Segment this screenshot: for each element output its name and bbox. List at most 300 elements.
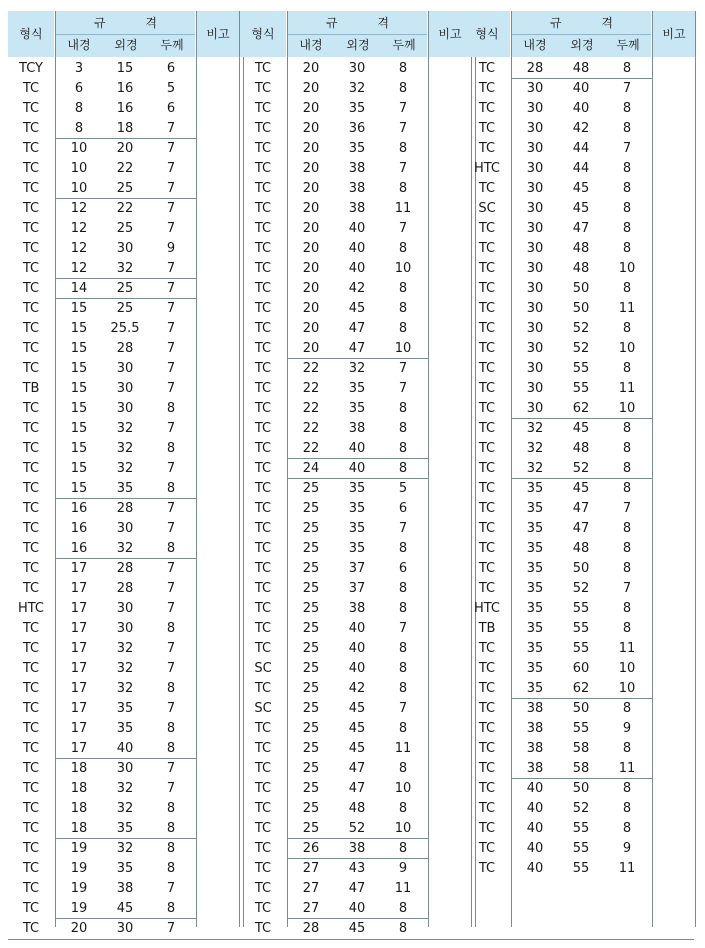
row-inner-diameter: 12 [70,201,88,216]
row-type: TC [478,561,496,576]
row-outer-diameter: 30 [116,921,134,936]
row-outer-diameter: 22 [116,161,134,176]
row-thickness: 10 [618,661,636,676]
row-type: TC [254,141,272,156]
row-inner-diameter: 32 [526,421,544,436]
row-outer-diameter: 36 [348,121,366,136]
group-divider [56,918,196,919]
column-rule [428,11,429,927]
row-thickness: 8 [398,801,408,816]
row-type: TC [478,481,496,496]
row-thickness: 7 [166,661,176,676]
row-inner-diameter: 16 [70,501,88,516]
header-spec-divider [56,34,195,35]
row-outer-diameter: 22 [116,201,134,216]
row-type: TC [478,861,496,876]
header-note-cell [653,11,695,57]
row-inner-diameter: 6 [74,81,84,96]
row-outer-diameter: 25 [116,301,134,316]
row-outer-diameter: 25.5 [110,321,140,336]
row-thickness: 8 [622,521,632,536]
row-inner-diameter: 27 [302,901,320,916]
row-thickness: 8 [622,281,632,296]
row-inner-diameter: 38 [526,701,544,716]
row-outer-diameter: 28 [116,501,134,516]
row-outer-diameter: 47 [348,881,366,896]
row-thickness: 10 [618,401,636,416]
row-thickness: 8 [398,441,408,456]
row-type: TC [478,741,496,756]
row-thickness: 8 [398,641,408,656]
row-type: TC [478,261,496,276]
row-outer-diameter: 52 [572,461,590,476]
row-inner-diameter: 35 [526,481,544,496]
row-type: TC [22,841,40,856]
row-inner-diameter: 40 [526,801,544,816]
header-outer-label: 외경 [346,38,370,52]
row-thickness: 8 [398,61,408,76]
row-outer-diameter: 40 [348,441,366,456]
row-type: TC [254,541,272,556]
row-type: TC [254,581,272,596]
row-thickness: 7 [166,181,176,196]
row-inner-diameter: 17 [70,721,88,736]
row-inner-diameter: 25 [302,541,320,556]
row-outer-diameter: 35 [116,481,134,496]
row-outer-diameter: 44 [572,141,590,156]
group-divider [288,458,428,459]
row-outer-diameter: 35 [348,101,366,116]
header-spec-cell [288,11,427,57]
row-outer-diameter: 20 [116,141,134,156]
row-type: TC [254,341,272,356]
row-inner-diameter: 17 [70,701,88,716]
row-type: TC [478,241,496,256]
row-thickness: 11 [618,861,636,876]
row-type: TC [254,821,272,836]
row-type: TC [478,401,496,416]
row-outer-diameter: 28 [116,341,134,356]
row-inner-diameter: 30 [526,121,544,136]
row-outer-diameter: 40 [572,81,590,96]
row-outer-diameter: 40 [572,101,590,116]
row-outer-diameter: 45 [348,721,366,736]
header-type-label: 형식 [251,27,275,41]
row-outer-diameter: 52 [572,801,590,816]
row-type: TC [254,201,272,216]
row-thickness: 8 [622,101,632,116]
row-thickness: 7 [166,601,176,616]
header-note-label: 비고 [206,27,230,41]
row-type: TC [254,101,272,116]
row-outer-diameter: 52 [348,821,366,836]
row-inner-diameter: 20 [302,201,320,216]
row-type: TC [22,201,40,216]
row-thickness: 7 [166,221,176,236]
row-inner-diameter: 8 [74,101,84,116]
row-type: TC [22,261,40,276]
row-type: TC [478,501,496,516]
row-thickness: 8 [622,121,632,136]
row-outer-diameter: 40 [348,221,366,236]
row-type: TC [22,101,40,116]
row-thickness: 8 [622,61,632,76]
row-outer-diameter: 30 [116,521,134,536]
row-inner-diameter: 12 [70,221,88,236]
table-block-2 [240,11,472,941]
row-outer-diameter: 47 [348,321,366,336]
row-thickness: 8 [166,681,176,696]
row-thickness: 7 [166,881,176,896]
row-inner-diameter: 16 [70,541,88,556]
row-inner-diameter: 20 [302,281,320,296]
column-rule [196,11,197,927]
row-thickness: 8 [398,921,408,936]
row-thickness: 7 [398,361,408,376]
row-outer-diameter: 30 [348,61,366,76]
row-thickness: 7 [166,201,176,216]
row-outer-diameter: 55 [572,381,590,396]
spec-table-page [8,11,694,941]
row-thickness: 8 [398,841,408,856]
row-type: TC [478,281,496,296]
row-thickness: 8 [622,361,632,376]
group-divider [512,418,652,419]
row-type: TB [22,381,40,396]
row-outer-diameter: 32 [116,421,134,436]
row-thickness: 6 [398,501,408,516]
row-thickness: 8 [622,741,632,756]
row-type: TC [254,121,272,136]
row-outer-diameter: 16 [116,101,134,116]
row-type: TC [478,521,496,536]
row-outer-diameter: 55 [572,821,590,836]
row-outer-diameter: 55 [572,361,590,376]
row-type: TC [254,761,272,776]
row-type: TC [254,241,272,256]
row-outer-diameter: 35 [348,381,366,396]
row-type: TC [254,841,272,856]
row-inner-diameter: 15 [70,381,88,396]
row-outer-diameter: 38 [348,841,366,856]
row-outer-diameter: 32 [116,781,134,796]
row-thickness: 10 [618,261,636,276]
row-type: TC [22,461,40,476]
row-thickness: 8 [398,241,408,256]
row-outer-diameter: 62 [572,681,590,696]
row-outer-diameter: 30 [116,601,134,616]
row-inner-diameter: 17 [70,601,88,616]
row-inner-diameter: 25 [302,621,320,636]
row-thickness: 8 [622,461,632,476]
row-outer-diameter: 32 [348,81,366,96]
row-inner-diameter: 15 [70,441,88,456]
row-outer-diameter: 32 [116,261,134,276]
row-outer-diameter: 45 [348,741,366,756]
group-divider [512,478,652,479]
row-inner-diameter: 30 [526,201,544,216]
row-inner-diameter: 25 [302,761,320,776]
row-type: TC [22,141,40,156]
row-thickness: 7 [398,621,408,636]
row-thickness: 9 [622,841,632,856]
row-inner-diameter: 12 [70,241,88,256]
row-thickness: 8 [398,581,408,596]
row-type: TC [22,761,40,776]
row-inner-diameter: 20 [302,81,320,96]
row-outer-diameter: 35 [348,501,366,516]
header-outer-label: 외경 [114,38,138,52]
row-inner-diameter: 40 [526,781,544,796]
row-type: TC [478,461,496,476]
row-thickness: 8 [398,601,408,616]
row-type: TC [478,81,496,96]
row-inner-diameter: 32 [526,441,544,456]
row-type: TC [478,121,496,136]
row-outer-diameter: 47 [348,761,366,776]
row-thickness: 8 [622,481,632,496]
header-inner-label: 내경 [523,38,547,52]
header-note-label: 비고 [438,27,462,41]
column-rule [55,11,56,927]
row-type: TC [254,321,272,336]
row-outer-diameter: 50 [572,301,590,316]
row-outer-diameter: 35 [348,541,366,556]
header-spec-cell [512,11,651,57]
row-type: TC [22,221,40,236]
row-type: TC [478,581,496,596]
row-type: TC [254,561,272,576]
group-divider [288,358,428,359]
row-inner-diameter: 30 [526,361,544,376]
group-divider [512,778,652,779]
row-type: TC [22,301,40,316]
row-thickness: 8 [166,721,176,736]
row-type: TC [478,781,496,796]
row-type: TC [478,301,496,316]
row-outer-diameter: 55 [572,641,590,656]
row-outer-diameter: 45 [348,701,366,716]
row-thickness: 7 [166,921,176,936]
row-outer-diameter: 32 [116,681,134,696]
row-thickness: 7 [622,501,632,516]
row-outer-diameter: 32 [116,441,134,456]
row-type: TC [478,541,496,556]
row-outer-diameter: 47 [572,521,590,536]
row-type: TC [22,881,40,896]
row-outer-diameter: 48 [572,241,590,256]
row-inner-diameter: 24 [302,461,320,476]
row-thickness: 8 [166,441,176,456]
row-inner-diameter: 10 [70,161,88,176]
row-outer-diameter: 32 [116,661,134,676]
header-spec-label: 규 격 [94,16,175,30]
row-type: TC [22,501,40,516]
row-inner-diameter: 35 [526,581,544,596]
row-outer-diameter: 30 [116,381,134,396]
row-type: TC [254,361,272,376]
row-inner-diameter: 35 [526,521,544,536]
row-outer-diameter: 60 [572,661,590,676]
row-thickness: 7 [622,81,632,96]
row-type: TC [22,401,40,416]
row-inner-diameter: 20 [302,101,320,116]
row-thickness: 8 [398,761,408,776]
row-inner-diameter: 8 [74,121,84,136]
header-spec-label: 규 격 [326,16,407,30]
header-type-cell [240,11,286,57]
row-thickness: 8 [398,661,408,676]
row-thickness: 8 [398,401,408,416]
row-inner-diameter: 25 [302,681,320,696]
row-thickness: 5 [166,81,176,96]
row-thickness: 8 [166,741,176,756]
group-divider [56,558,196,559]
row-thickness: 7 [398,121,408,136]
row-inner-diameter: 20 [302,121,320,136]
row-inner-diameter: 19 [70,841,88,856]
row-thickness: 8 [166,861,176,876]
row-thickness: 8 [622,621,632,636]
row-type: TC [22,161,40,176]
row-type: TC [22,681,40,696]
row-inner-diameter: 17 [70,561,88,576]
row-type: TC [22,561,40,576]
row-type: SC [478,201,496,216]
row-outer-diameter: 28 [116,581,134,596]
row-inner-diameter: 25 [302,641,320,656]
row-thickness: 8 [398,721,408,736]
row-outer-diameter: 25 [116,181,134,196]
row-outer-diameter: 45 [348,921,366,936]
row-inner-diameter: 38 [526,721,544,736]
row-type: TC [254,721,272,736]
row-inner-diameter: 12 [70,261,88,276]
row-type: TC [254,481,272,496]
row-thickness: 8 [398,461,408,476]
row-inner-diameter: 14 [70,281,88,296]
row-inner-diameter: 30 [526,401,544,416]
row-thickness: 8 [166,841,176,856]
row-thickness: 8 [166,481,176,496]
row-type: TC [22,661,40,676]
row-inner-diameter: 25 [302,501,320,516]
row-type: TC [254,181,272,196]
row-thickness: 7 [398,161,408,176]
row-inner-diameter: 17 [70,681,88,696]
row-thickness: 8 [622,781,632,796]
row-thickness: 10 [394,261,412,276]
row-type: TC [254,221,272,236]
row-type: TC [22,921,40,936]
row-outer-diameter: 28 [116,561,134,576]
row-inner-diameter: 18 [70,821,88,836]
row-inner-diameter: 15 [70,461,88,476]
row-outer-diameter: 32 [116,801,134,816]
row-outer-diameter: 48 [572,441,590,456]
row-inner-diameter: 19 [70,861,88,876]
row-type: TC [254,81,272,96]
row-type: TC [254,921,272,936]
row-inner-diameter: 19 [70,881,88,896]
row-thickness: 9 [398,861,408,876]
row-outer-diameter: 43 [348,861,366,876]
row-inner-diameter: 30 [526,81,544,96]
header-type-cell [8,11,54,57]
row-thickness: 10 [618,681,636,696]
row-type: TC [478,641,496,656]
row-type: TC [22,181,40,196]
row-type: TC [478,821,496,836]
row-inner-diameter: 20 [302,301,320,316]
row-outer-diameter: 45 [572,181,590,196]
row-outer-diameter: 45 [348,301,366,316]
row-outer-diameter: 40 [348,641,366,656]
row-outer-diameter: 40 [116,741,134,756]
row-outer-diameter: 25 [116,281,134,296]
row-outer-diameter: 52 [572,581,590,596]
row-thickness: 8 [622,201,632,216]
row-type: TC [254,861,272,876]
row-outer-diameter: 30 [116,241,134,256]
row-inner-diameter: 40 [526,821,544,836]
row-outer-diameter: 48 [572,541,590,556]
row-inner-diameter: 20 [302,261,320,276]
row-outer-diameter: 40 [348,241,366,256]
row-thickness: 7 [622,141,632,156]
row-type: TC [22,521,40,536]
header-note-label: 비고 [662,27,686,41]
row-outer-diameter: 30 [116,361,134,376]
row-type: TC [22,821,40,836]
header-thickness-label: 두께 [160,38,184,52]
row-type: SC [254,661,272,676]
row-inner-diameter: 27 [302,881,320,896]
row-outer-diameter: 55 [572,621,590,636]
row-outer-diameter: 55 [572,861,590,876]
row-outer-diameter: 62 [572,401,590,416]
row-outer-diameter: 47 [348,781,366,796]
row-type: TC [254,441,272,456]
row-thickness: 10 [618,341,636,356]
row-type: TC [254,901,272,916]
group-divider [288,858,428,859]
row-thickness: 7 [398,101,408,116]
row-inner-diameter: 20 [302,161,320,176]
row-inner-diameter: 30 [526,181,544,196]
row-inner-diameter: 20 [302,61,320,76]
row-thickness: 11 [618,761,636,776]
group-divider [56,298,196,299]
row-inner-diameter: 25 [302,721,320,736]
row-type: TC [22,321,40,336]
row-inner-diameter: 17 [70,621,88,636]
row-type: TC [254,461,272,476]
row-thickness: 8 [398,81,408,96]
row-thickness: 8 [622,441,632,456]
row-type: TC [254,801,272,816]
row-thickness: 11 [618,381,636,396]
row-type: TC [22,721,40,736]
row-type: TC [22,641,40,656]
row-type: TC [478,61,496,76]
row-type: TC [478,341,496,356]
row-inner-diameter: 30 [526,301,544,316]
row-inner-diameter: 20 [302,341,320,356]
row-outer-diameter: 32 [116,641,134,656]
row-thickness: 8 [166,901,176,916]
group-divider [56,758,196,759]
